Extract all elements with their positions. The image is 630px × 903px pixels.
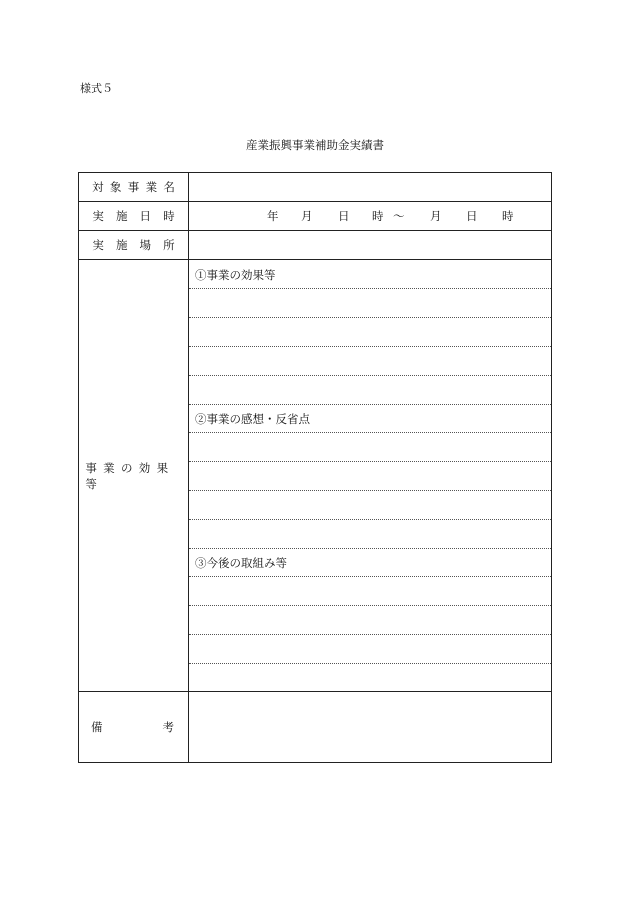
remarks-field[interactable] [189,692,551,762]
datetime-field[interactable] [189,202,551,230]
datetime-year-unit: 年 [267,209,279,223]
effects-section-heading: ①事業の効果等 [195,268,276,282]
document-title: 産業振興事業補助金実績書 [246,138,384,152]
venue-field[interactable] [189,231,551,259]
reflection-divider-line [189,404,551,405]
project-name-label: 対象事業名 [79,173,189,201]
future-divider-line [189,548,551,549]
datetime-end-hour-unit: 時 [502,209,514,223]
future-writing-line[interactable] [189,605,551,606]
datetime-end-day-unit: 日 [466,209,478,223]
effects-row [79,260,551,692]
datetime-day-unit: 日 [338,209,350,223]
datetime-label: 実施日時 [79,202,189,230]
future-writing-line[interactable] [189,663,551,664]
project-name-field[interactable] [189,173,551,201]
datetime-row [79,202,551,231]
effects-writing-line[interactable] [189,375,551,376]
project-name-row [79,173,551,202]
reflection-writing-line[interactable] [189,432,551,433]
remarks-row [79,692,551,762]
reflection-writing-line[interactable] [189,461,551,462]
reflection-writing-line[interactable] [189,490,551,491]
effects-writing-line[interactable] [189,346,551,347]
effects-writing-line[interactable] [189,288,551,289]
form-number: 様式５ [80,82,113,95]
datetime-tilde: ～ [393,209,405,223]
effects-label: 事業の効果等 [79,260,189,691]
datetime-hour-unit: 時 [372,209,384,223]
datetime-month-unit: 月 [301,209,313,223]
future-writing-line[interactable] [189,576,551,577]
remarks-label-left: 備 [91,720,103,734]
datetime-end-month-unit: 月 [430,209,442,223]
venue-row [79,231,551,260]
reflection-section-heading: ②事業の感想・反省点 [195,412,310,426]
effects-writing-line[interactable] [189,317,551,318]
remarks-label-right: 考 [162,720,174,734]
future-writing-line[interactable] [189,634,551,635]
venue-label: 実施場所 [79,231,189,259]
future-section-heading: ③今後の取組み等 [195,556,287,570]
report-table [78,172,552,763]
remarks-label [79,692,189,762]
reflection-writing-line[interactable] [189,519,551,520]
